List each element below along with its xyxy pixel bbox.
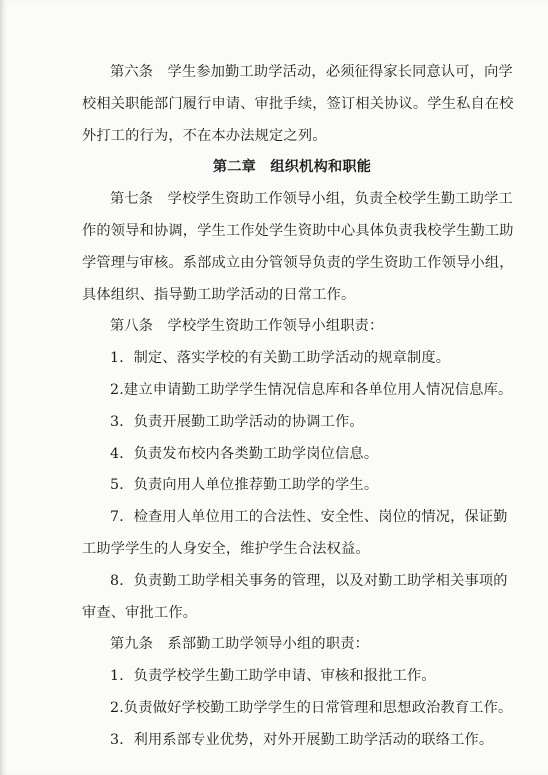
article-8-item-5: 5．负责向用人单位推荐勤工助学的学生。 xyxy=(110,477,379,494)
article-8-item-1: 1．制定、落实学校的有关勤工助学活动的规章制度。 xyxy=(110,350,451,367)
article-7-line-1: 第七条 学校学生资助工作领导小组，负责全校学生勤工助学工 xyxy=(110,191,513,208)
article-8-item-2: 2.建立申请勤工助学学生情况信息库和各单位用人情况信息库。 xyxy=(110,381,513,398)
article-7-line-3: 学管理与审核。系部成立由分管领导负责的学生资助工作领导小组， xyxy=(82,254,514,271)
article-8-heading: 第八条 学校学生资助工作领导小组职责： xyxy=(110,318,384,335)
article-9-heading: 第九条 系部勤工助学领导小组的职责： xyxy=(110,636,369,653)
document-body xyxy=(82,57,514,757)
article-8-item-3: 3．负责开展勤工助学活动的协调工作。 xyxy=(110,413,364,430)
article-9-item-2: 2.负责做好学校勤工助学学生的日常管理和思想政治教育工作。 xyxy=(110,699,513,716)
article-9-item-1: 1．负责学校学生勤工助学申请、审核和报批工作。 xyxy=(110,668,436,685)
article-8-item-8-line-2: 审查、审批工作。 xyxy=(82,604,198,621)
article-8-item-7-line-2: 工助学学生的人身安全，维护学生合法权益。 xyxy=(82,540,370,557)
article-6-line-2: 校相关职能部门履行申请、审批手续，签订相关协议。学生私自在校 xyxy=(82,95,514,112)
article-6-line-3: 外打工的行为，不在本办法规定之列。 xyxy=(82,127,327,144)
article-8-item-8-line-1: 8．负责勤工助学相关事务的管理，以及对勤工助学相关事项的 xyxy=(110,572,508,589)
chapter-2-heading: 第二章 组织机构和职能 xyxy=(212,159,372,176)
article-8-item-4: 4．负责发布校内各类勤工助学岗位信息。 xyxy=(110,445,379,462)
article-7-line-2: 作的领导和协调，学生工作处学生资助中心具体负责我校学生勤工助 xyxy=(82,222,514,239)
article-8-item-7-line-1: 7．检查用人单位用工的合法性、安全性、岗位的情况，保证勤 xyxy=(110,509,508,526)
article-7-line-4: 具体组织、指导勤工助学活动的日常工作。 xyxy=(82,286,356,303)
article-6-line-1: 第六条 学生参加勤工助学活动，必须征得家长同意认可，向学 xyxy=(110,64,513,80)
article-9-item-3: 3．利用系部专业优势，对外开展勤工助学活动的联络工作。 xyxy=(110,731,494,748)
